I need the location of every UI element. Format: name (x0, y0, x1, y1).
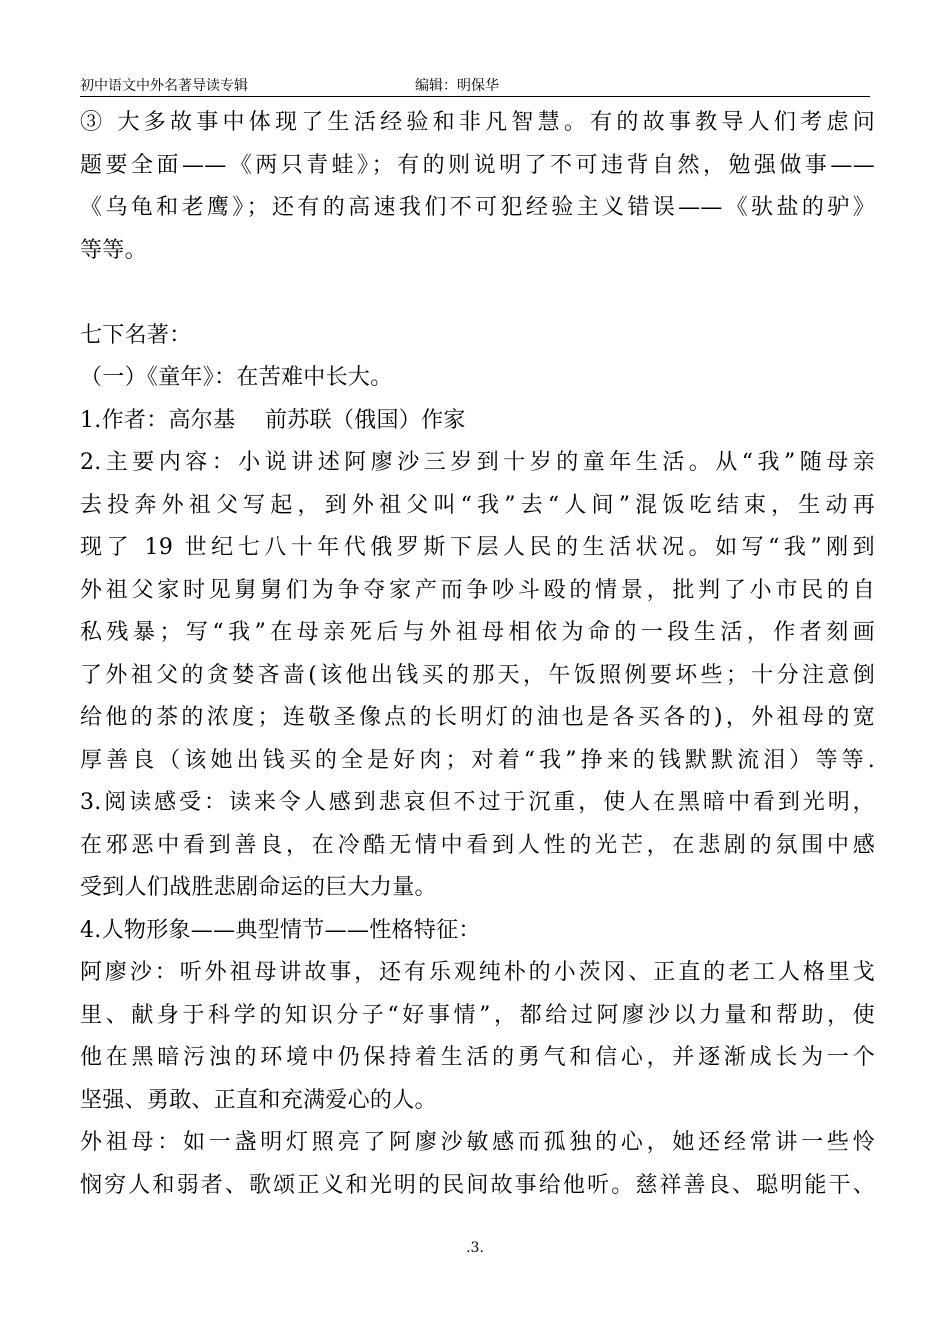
text-line: 受到人们战胜悲剧命运的巨大力量。 (80, 875, 437, 900)
page-number: .3. (466, 1240, 484, 1256)
text-line: 在邪恶中看到善良，在冷酷无情中看到人性的光芒，在悲剧的氛围中感 (80, 832, 875, 858)
text-line: 现了 19 世纪七八十年代俄罗斯下层人民的生活状况。如写“我”刚到 (80, 535, 875, 560)
text-line: ③ 大多故事中体现了生活经验和非凡智慧。有的故事教导人们考虑问 (80, 110, 875, 135)
text-line: 3.阅读感受：读来令人感到悲哀但不过于沉重，使人在黑暗中看到光明， (80, 790, 875, 815)
text-line: 2.主要内容：小说讲述阿廖沙三岁到十岁的童年生活。从“我”随母亲 (80, 450, 875, 475)
text-line: 题要全面——《两只青蛙》；有的则说明了不可违背自然，勉强做事—— (80, 152, 875, 178)
text-line: 坚强、勇敢、正直和充满爱心的人。 (80, 1087, 437, 1113)
text-line: 了外祖父的贪婪吝啬(该他出钱买的那天，午饭照例要坏些；十分注意倒 (80, 662, 875, 688)
text-line: 给他的茶的浓度；连敬圣像点的长明灯的油也是各买各的)，外祖母的宽 (80, 705, 875, 730)
document-body (80, 102, 875, 1207)
text-line: 《乌龟和老鹰》；还有的高速我们不可犯经验主义错误——《驮盐的驴》 (80, 195, 875, 220)
text-line: 去投奔外祖父写起，到外祖父叫“我”去“人间”混饭吃结束，生动再 (80, 492, 875, 518)
header-editor: 编辑：明保华 (415, 78, 499, 94)
text-line: 1.作者：高尔基 前苏联（俄国）作家 (80, 407, 466, 433)
blank-line (80, 272, 875, 315)
text-line: 里、献身于科学的知识分子“好事情”，都给过阿廖沙以力量和帮助，使 (80, 1002, 875, 1028)
section-heading: 七下名著： (80, 322, 192, 348)
text-line: 4.人物形象——典型情节——性格特征： (80, 917, 481, 943)
text-line: 悯穷人和弱者、歌颂正义和光明的民间故事给他听。慈祥善良、聪明能干、 (80, 1172, 875, 1198)
text-line: 阿廖沙：听外祖母讲故事，还有乐观纯朴的小茨冈、正直的老工人格里戈 (80, 960, 875, 985)
book-title: （一）《童年》：在苦难中长大。 (80, 365, 393, 390)
text-line: 私残暴；写“我”在母亲死后与外祖母相依为命的一段生活，作者刻画 (80, 620, 875, 645)
text-line: 外祖父家时见舅舅们为争夺家产而争吵斗殴的情景，批判了小市民的自 (80, 577, 875, 603)
text-line: 他在黑暗污浊的环境中仍保持着生活的勇气和信心，并逐渐成长为一个 (80, 1045, 875, 1070)
header-title: 初中语文中外名著导读专辑 (80, 78, 248, 94)
text-line: 等等。 (80, 237, 147, 263)
text-line: 外祖母：如一盏明灯照亮了阿廖沙敏感而孤独的心，她还经常讲一些怜 (80, 1130, 875, 1155)
page-header (80, 76, 870, 97)
text-line: 厚善良（该她出钱买的全是好肉；对着“我”挣来的钱默默流泪）等等. (80, 747, 875, 773)
